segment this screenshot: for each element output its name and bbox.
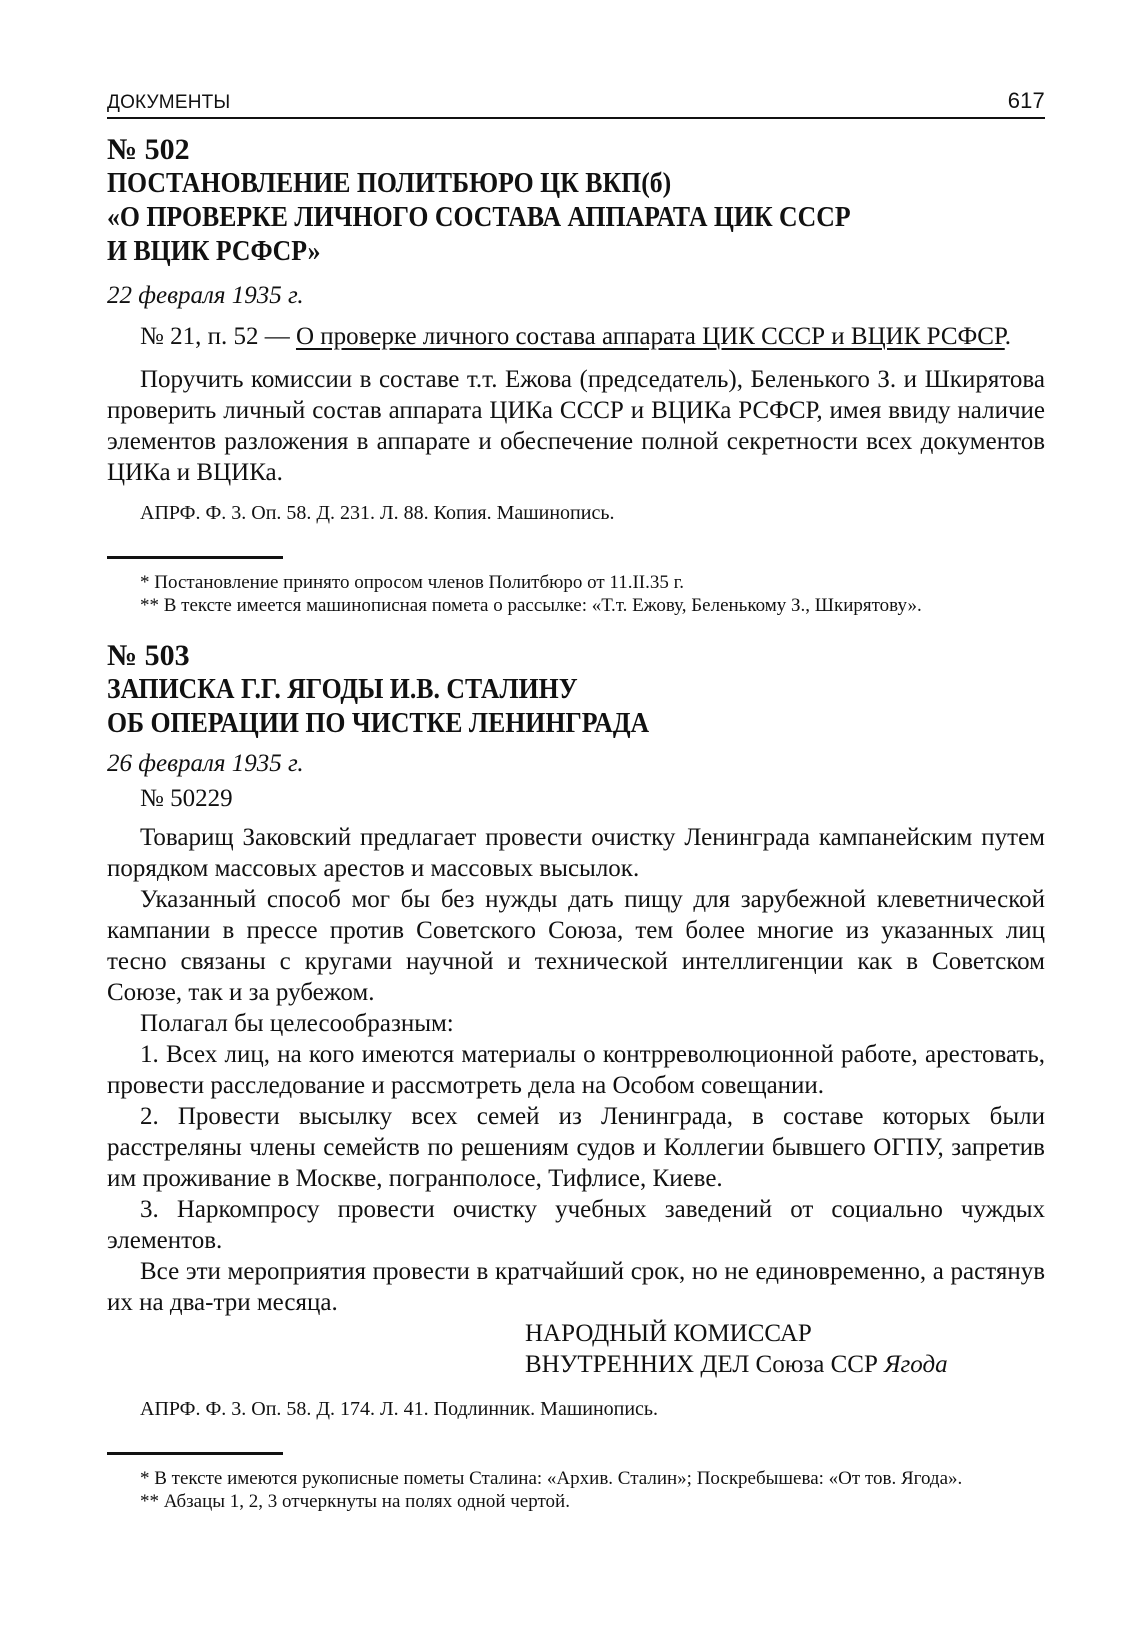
footnote: ** Абзацы 1, 2, 3 отчеркнуты на полях одной чертой.	[140, 1491, 570, 1512]
footnote: * Постановление принято опросом членов Политбюро от 11.II.35 г.	[140, 572, 684, 593]
document-title-line: ЗАПИСКА Г.Г. ЯГОДЫ И.В. СТАЛИНУ	[107, 674, 578, 705]
section-title: ДОКУМЕНТЫ	[107, 92, 231, 113]
body-paragraph: 3. Наркомпросу провести очистку учебных заведений от социально чуждых элементов.	[107, 1196, 1045, 1254]
archive-citation: АПРФ. Ф. 3. Оп. 58. Д. 231. Л. 88. Копия. Машинопись.	[140, 502, 615, 524]
archive-citation: АПРФ. Ф. 3. Оп. 58. Д. 174. Л. 41. Подлинник. Машинопись.	[140, 1398, 659, 1420]
body-paragraph: 1. Всех лиц, на кого имеются материалы о контрреволюционной работе, арестовать, провести расследование и рассмотреть дела на Особом совещании.	[107, 1041, 1045, 1099]
protocol-reference	[107, 321, 1045, 352]
signature-office: ВНУТРЕННИХ ДЕЛ Союза ССР	[525, 1351, 885, 1378]
document-body	[107, 783, 1045, 1318]
signature-name: Ягода	[884, 1351, 948, 1378]
footnote-divider	[107, 1452, 283, 1455]
reference-number: № 50229	[140, 785, 233, 812]
footnote: * В тексте имеются рукописные пометы Сталина: «Архив. Сталин»; Поскребышева: «От тов. Ягода».	[140, 1468, 963, 1489]
body-paragraph: 2. Провести высылку всех семей из Ленинграда, в составе которых были расстреляны члены семейств по решениям судов и Коллегии бывшего ОГПУ, запретив им проживание в Москве, погранполосе, Тифлисе, Киеве.	[107, 1103, 1045, 1192]
document-title-line: ПОСТАНОВЛЕНИЕ ПОЛИТБЮРО ЦК ВКП(б)	[107, 168, 672, 199]
document-title-line: ОБ ОПЕРАЦИИ ПО ЧИСТКЕ ЛЕНИНГРАДА	[107, 708, 650, 739]
document-page	[107, 88, 1045, 1513]
footnote-divider	[107, 556, 283, 559]
document-body	[107, 364, 1045, 488]
protocol-subject: О проверке личного состава аппарата ЦИК СССР и ВЦИК РСФСР	[295, 323, 1005, 350]
document-503	[107, 639, 1045, 1513]
document-title-line: И ВЦИК РСФСР»	[107, 236, 321, 267]
protocol-period: .	[1004, 323, 1011, 350]
body-paragraph: Полагал бы целесообразным:	[140, 1010, 454, 1037]
running-header	[107, 88, 1045, 119]
document-number: № 502	[107, 133, 190, 166]
page-number: 617	[1007, 88, 1045, 113]
signature-title-line2	[525, 1349, 1045, 1380]
body-paragraph: Товарищ Заковский предлагает провести очистку Ленинграда кампанейским путем порядком массовых арестов и массовых высылок.	[107, 824, 1045, 882]
document-title-line: «О ПРОВЕРКЕ ЛИЧНОГО СОСТАВА АППАРАТА ЦИК СССР	[107, 202, 851, 233]
footnotes	[107, 571, 1045, 617]
signature-title: НАРОДНЫЙ КОМИССАР	[525, 1320, 812, 1347]
body-paragraph: Все эти мероприятия провести в кратчайший срок, но не единовременно, а растянув их на два-три месяца.	[107, 1258, 1045, 1316]
document-date: 22 февраля 1935 г.	[107, 282, 304, 309]
footnotes	[107, 1467, 1045, 1513]
body-paragraph: Поручить комиссии в составе т.т. Ежова (председатель), Беленького З. и Шкирятова проверить личный состав аппарата ЦИКа СССР и ВЦИКа РСФСР, имея ввиду наличие элементов разложения в аппарате и обеспечение полной секретности всех документов ЦИКа и ВЦИКа.	[107, 366, 1045, 486]
protocol-number: № 21, п. 52 —	[140, 323, 296, 350]
signature-block	[525, 1318, 1045, 1380]
document-number: № 503	[107, 639, 190, 672]
document-502	[107, 133, 1045, 617]
footnote: ** В тексте имеется машинописная помета о рассылке: «Т.т. Ежову, Беленькому З., Шкирятову».	[140, 595, 922, 616]
document-date: 26 февраля 1935 г.	[107, 750, 304, 777]
body-paragraph: Указанный способ мог бы без нужды дать пищу для зарубежной клеветнической кампании в прессе против Советского Союза, тем более многие из указанных лиц тесно связаны с кругами научной и технической интеллигенции как в Советском Союзе, так и за рубежом.	[107, 886, 1045, 1006]
